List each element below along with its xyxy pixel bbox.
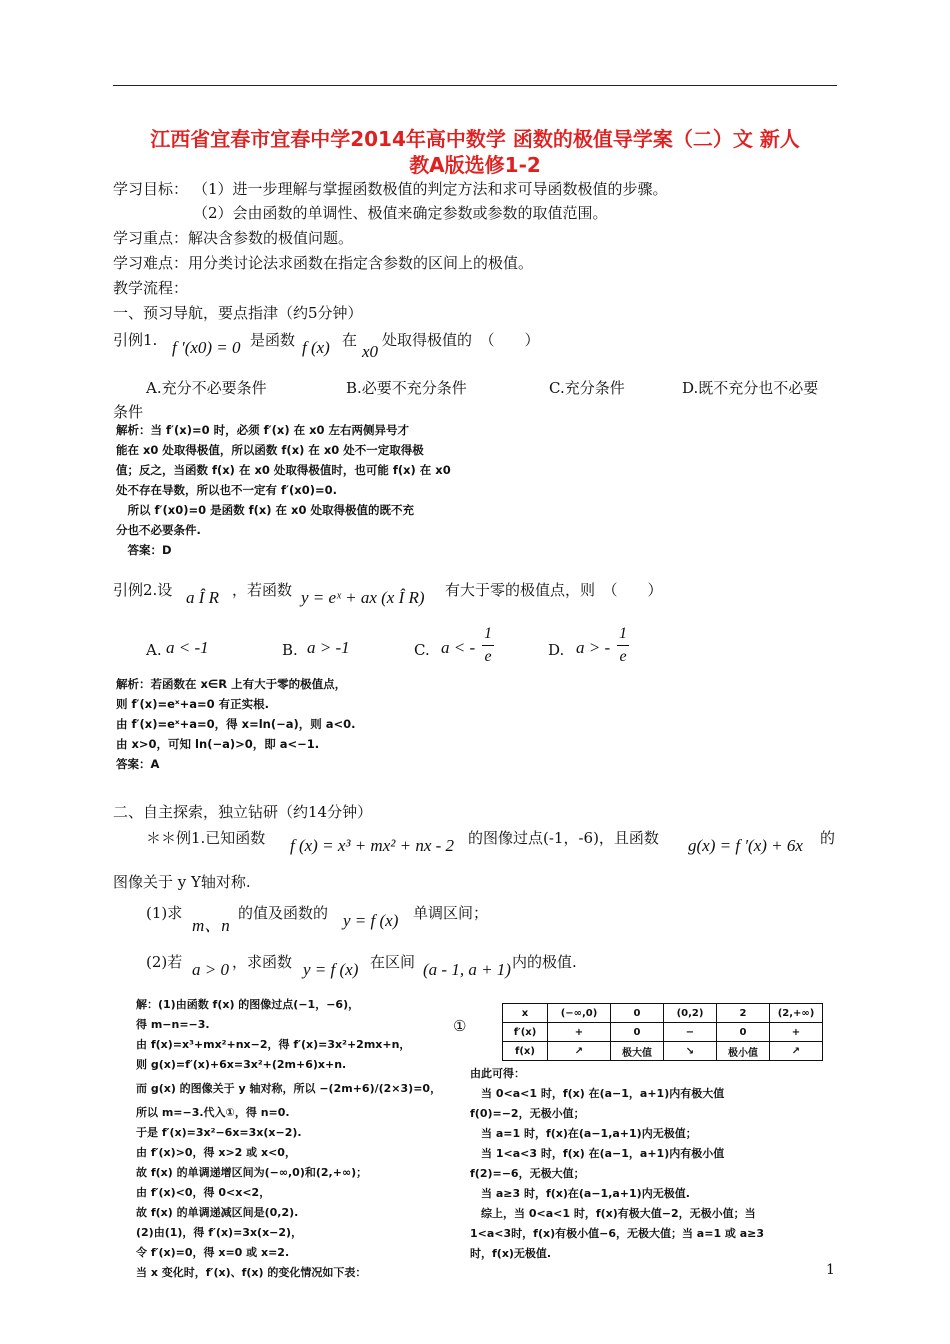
ex2-option-c-label: C. (414, 641, 430, 659)
title-line-1: 江西省宜春市宜春中学2014年高中数学 函数的极值导学案（二）文 新人 (150, 127, 800, 151)
goal-2: （2）会由函数的单调性、极值来确定参数或参数的取值范围。 (193, 204, 608, 222)
fraction-denominator: e (484, 648, 492, 665)
fraction-bar (482, 645, 494, 646)
process-label: 教学流程： (113, 279, 189, 297)
sol-right-line: 综上，当 0<a<1 时，f(x)有极大值−2，无极小值；当 (470, 1207, 756, 1220)
sol-left-line: 由 f(x)=x³+mx²+nx−2，得 f′(x)=3x²+2mx+n， (136, 1038, 411, 1051)
ex2-option-c: a < - (441, 638, 476, 657)
fraction-bar (617, 645, 629, 646)
ex1-mid2: 在 (342, 331, 358, 349)
sol-right-line: 时，f(x)无极值. (470, 1247, 552, 1260)
sol-left-line: 而 g(x) 的图像关于 y 轴对称，所以 −(2m+6)/(2×3)=0， (136, 1082, 442, 1095)
key-point: 学习重点：解决含参数的极值问题。 (113, 229, 354, 247)
sol-right-line: 由此可得： (470, 1067, 525, 1080)
table-cell: − (664, 1023, 717, 1042)
table-cell: 2 (717, 1004, 770, 1023)
ex1-condition: f ′(x0) = 0 (172, 338, 241, 357)
title-line-2: 教A版选修1-2 (409, 153, 541, 177)
difficulty: 学习难点：用分类讨论法求函数在指定含参数的区间上的极值。 (113, 254, 534, 272)
sol-left-line: 得 m−n=−3. (136, 1018, 210, 1031)
ex3-q2-b: ，求函数 (232, 953, 293, 971)
ex2-option-b: a > -1 (307, 638, 350, 657)
table-cell: + (770, 1023, 823, 1042)
sol-left-line: 解：(1)由函数 f(x) 的图像过点(−1，−6)， (136, 998, 360, 1011)
ex2-solution (116, 674, 356, 774)
sol-left-line: 故 f(x) 的单调递增区间为(−∞,0)和(2,+∞)； (136, 1166, 368, 1179)
ex3-q2-cond: a > 0 (192, 960, 229, 979)
sol-left-line: (2)由(1)，得 f′(x)=3x(x−2)， (136, 1226, 303, 1239)
ex2-sol-line: 由 x>0，可知 ln(−a)>0，即 a<−1. (116, 737, 320, 751)
sol-left-line: 由 f′(x)>0，得 x>2 或 x<0， (136, 1146, 296, 1159)
fraction-numerator: 1 (619, 625, 627, 642)
ex3-q1-f: y = f (x) (343, 911, 399, 930)
ex2-sol-line: 解析：若函数在 x∈R 上有大于零的极值点， (116, 677, 347, 691)
sol-right-line: 当 a≥3 时，f(x)在(a−1,a+1)内无极值. (470, 1187, 690, 1200)
ex2-sol-line: 则 f′(x)=eˣ+a=0 有正实根. (116, 697, 270, 711)
document-title (113, 126, 837, 178)
ex2-function: y = eˣ + ax (x Î R) (301, 588, 425, 607)
ex1-option-c: C.充分条件 (549, 379, 625, 397)
ex3-solution-right (470, 1064, 764, 1264)
ex2-sol-answer: 答案：A (116, 757, 160, 771)
sol-left-line: 则 g(x)=f′(x)+6x=3x²+(2m+6)x+n. (136, 1058, 347, 1071)
ex2-option-b-label: B. (282, 641, 298, 659)
table-cell: (0,2) (664, 1004, 717, 1023)
ex3-q1-a: (1)求 (146, 904, 183, 922)
table-row (503, 1042, 823, 1061)
sol-left-line: 所以 m=−3.代入①，得 n=0. (136, 1106, 290, 1119)
header-rule (113, 85, 837, 86)
ex3-mid: 的图像过点(-1，-6)，且函数 (468, 829, 659, 847)
ex1-prefix: 引例1. (113, 331, 158, 349)
ex3-q1-c: 单调区间； (413, 904, 489, 922)
table-cell: ↘ (664, 1042, 717, 1061)
table-cell: + (548, 1023, 611, 1042)
ex3-suffix: 的 (820, 829, 836, 847)
ex1-sol-answer: 答案：D (116, 543, 172, 557)
ex3-q2-interval: (a - 1, a + 1) (423, 960, 511, 979)
ex3-q2-c: 在区间 (370, 953, 416, 971)
ex1-sol-line: 值；反之，当函数 f(x) 在 x0 处取得极值时，也可能 f(x) 在 x0 (116, 463, 451, 477)
ex1-solution (116, 420, 451, 560)
table-cell: f′(x) (503, 1023, 548, 1042)
table-cell: (2,+∞) (770, 1004, 823, 1023)
goal-1: （1）进一步理解与掌握函数极值的判定方法和求可导函数极值的步骤。 (193, 180, 668, 198)
table-cell: (−∞,0) (548, 1004, 611, 1023)
table-cell: f(x) (503, 1042, 548, 1061)
fraction-numerator: 1 (484, 625, 492, 642)
goals-label: 学习目标： (113, 180, 189, 198)
sol-right-line: 当 0<a<1 时，f(x) 在(a−1，a+1)内有极大值 (470, 1087, 725, 1100)
section-1-heading: 一、预习导航，要点指津（约5分钟） (113, 304, 363, 322)
ex2-prefix: 引例2.设 (113, 581, 173, 599)
sol-left-line: 当 x 变化时，f′(x)、f(x) 的变化情况如下表： (136, 1266, 367, 1279)
ex2-option-d-fraction (617, 625, 629, 666)
ex2-condition: a Î R (186, 588, 220, 607)
ex1-sol-line: 处不存在导数，所以也不一定有 f′(x0)=0. (116, 483, 337, 497)
sol-right-line: 1<a<3时，f(x)有极小值−6，无极大值；当 a=1 或 a≥3 (470, 1227, 765, 1240)
ex1-sol-line: 分也不必要条件. (116, 523, 201, 537)
ex3-q2-a: (2)若 (146, 953, 183, 971)
ex1-x0: x0 (362, 342, 379, 361)
section-2-heading: 二、自主探索，独立钻研（约14分钟） (113, 803, 373, 821)
ex3-function: f (x) = x³ + mx² + nx - 2 (290, 836, 455, 855)
ex1-option-d-cont: 条件 (113, 403, 144, 421)
ex2-mid: ，若函数 (232, 581, 293, 599)
ex3-line-2: 图像关于 y Y轴对称. (113, 873, 251, 891)
ex1-sol-line: 所以 f′(x0)=0 是函数 f(x) 在 x0 处取得极值的既不充 (116, 503, 414, 517)
fraction-denominator: e (619, 648, 627, 665)
table-cell: 0 (611, 1023, 664, 1042)
table-cell: 0 (611, 1004, 664, 1023)
table-cell: ↗ (548, 1042, 611, 1061)
ex3-q2-f: y = f (x) (303, 960, 359, 979)
ex3-q2-d: 内的极值. (512, 953, 577, 971)
sol-right-line: 当 1<a<3 时，f(x) 在(a−1，a+1)内有极小值 (470, 1147, 725, 1160)
table-cell: 极小值 (717, 1042, 770, 1061)
ex1-option-d: D.既不充分也不必要 (682, 379, 819, 397)
ex2-option-a-label: A. (146, 641, 162, 659)
variation-table (502, 1003, 823, 1061)
table-row (503, 1023, 823, 1042)
circled-one-marker: ① (453, 1017, 467, 1035)
ex1-sol-line: 能在 x0 处取得极值，所以函数 f(x) 在 x0 处不一定取得极 (116, 443, 424, 457)
sol-left-line: 故 f(x) 的单调递减区间是(0,2). (136, 1206, 299, 1219)
ex1-option-a: A.充分不必要条件 (146, 379, 267, 397)
ex2-suffix: 有大于零的极值点，则 （ ） (445, 581, 663, 599)
ex2-option-d-label: D. (548, 641, 565, 659)
ex2-option-c-fraction (482, 625, 494, 666)
table-cell: x (503, 1004, 548, 1023)
table-cell: 极大值 (611, 1042, 664, 1061)
table-cell: ↗ (770, 1042, 823, 1061)
ex3-q1-mn: m、n (192, 916, 230, 935)
ex1-fx: f (x) (302, 338, 330, 357)
ex1-sol-line: 解析：当 f′(x)=0 时，必须 f′(x) 在 x0 左右两侧异号才 (116, 423, 410, 437)
ex1-mid1: 是函数 (250, 331, 296, 349)
sol-left-line: 令 f′(x)=0，得 x=0 或 x=2. (136, 1246, 290, 1259)
page-number: 1 (826, 1262, 835, 1278)
sol-right-line: 当 a=1 时，f(x)在(a−1,a+1)内无极值； (470, 1127, 697, 1140)
ex3-solution-left (136, 995, 441, 1283)
sol-right-line: f(2)=−6，无极大值； (470, 1167, 585, 1180)
ex2-sol-line: 由 f′(x)=eˣ+a=0，得 x=ln(−a)，则 a<0. (116, 717, 356, 731)
ex3-q1-b: 的值及函数的 (238, 904, 329, 922)
ex2-option-a: a < -1 (166, 638, 209, 657)
ex3-g-function: g(x) = f ′(x) + 6x (688, 836, 803, 855)
ex2-option-d: a > - (576, 638, 611, 657)
sol-right-line: f(0)=−2，无极小值； (470, 1107, 585, 1120)
sol-left-line: 由 f′(x)<0，得 0<x<2， (136, 1186, 271, 1199)
table-cell: 0 (717, 1023, 770, 1042)
table-row (503, 1004, 823, 1023)
sol-left-line: 于是 f′(x)=3x²−6x=3x(x−2). (136, 1126, 302, 1139)
ex3-prefix: ＊＊例1.已知函数 (146, 829, 266, 847)
ex1-option-b: B.必要不充分条件 (346, 379, 467, 397)
ex1-suffix: 处取得极值的 （ ） (382, 331, 540, 349)
